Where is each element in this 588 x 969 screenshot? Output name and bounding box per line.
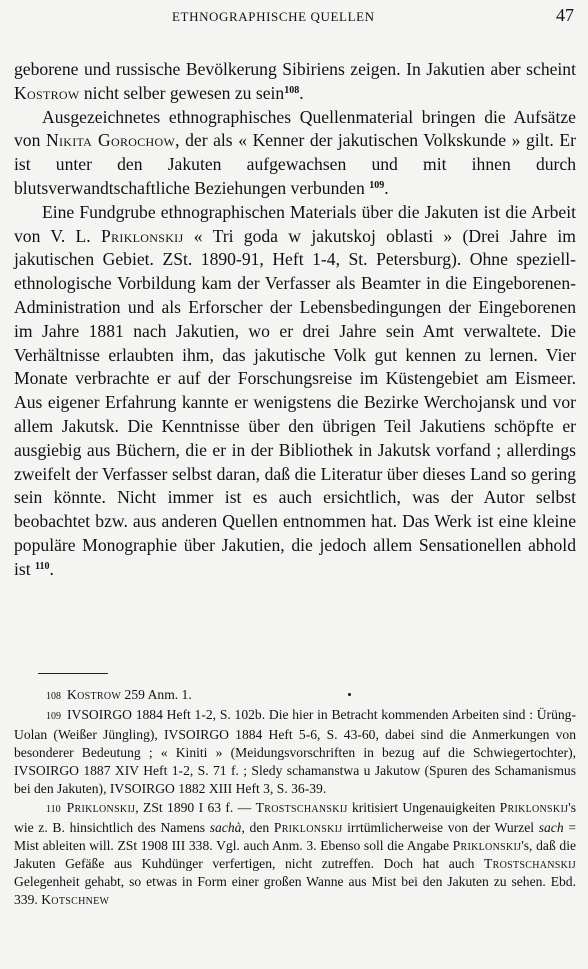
footnote-108 xyxy=(14,686,576,706)
text-run: 's wie z. B. hinsichtlich des Namens xyxy=(14,799,577,835)
footnote-number: 108 xyxy=(46,691,61,702)
paragraph xyxy=(14,201,576,582)
text-run: = Mist ableiten will. ZSt 1908 III 338. Vgl. auch Anm. 3. Ebenso soll die Angabe xyxy=(14,819,576,853)
text-run: « Tri goda w jakutskoj oblasti » (Drei Jahre im jakutischen Gebiet. ZSt. 1890-91, Heft 1-4, St. Petersburg). Ohne speziell-ethnologische Vorbildung kam der Verfasser als Beamter in die Eingeborenen-Administration und als Erforscher der Lebensbedingungen der Eingeborenen im Jahre 1881 nach Jakutien, wo er drei Jahre sein Amt verwaltete. Die Verhältnisse erlaubten ihm, das jakutische Volk gut kennen zu lernen. Vier Monate verbrachte er auf der Forschungsreise im Küstengebiet am Eismeer. Aus eigener Erfahrung kannte er wenigstens die Bezirke Werchojansk und vor allem Jakutsk. Die Kenntnisse über den übrigen Teil Jakutiens schöpfte er ausgiebig aus Büchern, die er in der Bibliothek in Jakutsk vorfand ; allerdings zweifelt der Verfasser selbst daran, daß die Literatur über dieses Land so gering sein könnte. Nicht immer ist es auch ersichtlich, was der Autor selbst beobachtet bzw. aus anderen Quellen entnommen hat. Das Werk ist eine kleine populäre Monographie über Jakutien, die jedoch allem Sensationellen abhold ist xyxy=(14,225,576,579)
author-name: Trostschanskij xyxy=(255,799,348,815)
author-name: Trostschanskij xyxy=(484,855,576,871)
text-run: . xyxy=(384,177,389,198)
text-run: geborene und russische Bevölkerung Sibiriens zeigen. In Jakutien aber scheint xyxy=(14,59,576,79)
text-run: IVSOIRGO 1884 Heft 1-2, S. 102b. Die hier in Betracht kommenden Arbeiten sind : Ürüng-Uolan (Weißer Jüngling), IVSOIRGO 1884 Heft 5-6, S. 43-60, dabei sind die Anmerkungen von besonderer Bedeutung ; « Kiniti » (Meidungsvorschriften in bezug auf die Schwiegertochter), IVSOIRGO 1887 XIV Heft 1-2, S. 71 f. ; Sledy schamanstwa u Jakutow (Spuren des Schamanismus bei den Jakuten), IVSOIRGO 1882 XIII Heft 3, S. 36-39. xyxy=(14,707,576,797)
footnote-ref: 109 xyxy=(369,179,385,191)
text-run: , den xyxy=(241,819,274,835)
main-text xyxy=(14,58,576,582)
author-name: Nikita Gorochow xyxy=(45,130,176,151)
text-run: , ZSt 1890 I 63 f. — xyxy=(135,799,256,815)
text-run: Eine Fundgrube ethnographischen Materials über die Jakuten ist die Arbeit von V. L. xyxy=(14,201,576,246)
paragraph xyxy=(14,58,576,106)
author-name: Kostrow xyxy=(67,687,122,702)
text-run: irrtümlicherweise von der Wurzel xyxy=(342,819,539,835)
running-head: ETHNOGRAPHISCHE QUELLEN xyxy=(172,9,375,24)
text-run: kritisiert Ungenauigkeiten xyxy=(347,799,500,815)
footnote-ref: 110 xyxy=(35,560,50,572)
text-run: Gelegenheit gehabt, so etwas in Form einer großen Wanne aus Mist bei den Jakuten zu sehen. Ebd. 339. xyxy=(14,873,576,908)
paragraph xyxy=(14,106,576,201)
author-name: Kostrow xyxy=(14,82,80,103)
author-name: Kotschnew xyxy=(41,892,110,908)
footnote-109 xyxy=(14,706,576,798)
text-run: Ausgezeichnetes ethnographisches Quellenmaterial bringen die Aufsätze von xyxy=(14,106,576,151)
author-name: Priklonskij xyxy=(273,819,343,835)
text-run: . xyxy=(299,82,304,103)
footnote-number: 109 xyxy=(46,711,61,723)
text-run: , der als « Kenner der jakutischen Volkskunde » gilt. Er ist unter den Jakuten aufgewachsen und mit ihnen durch blutsverwandtschaftliche Beziehungen verbunden xyxy=(14,130,576,198)
footnote-divider xyxy=(38,673,108,674)
page-number: 47 xyxy=(556,5,574,25)
author-name: Priklonskij xyxy=(101,225,184,246)
text-run: 's, daß die Jakuten Gefäße aus Kuhdünger verfertigen, nicht zutreffen. Doch hat auch xyxy=(14,837,577,871)
footnote-ref: 108 xyxy=(284,84,300,96)
text-run: 259 Anm. 1. xyxy=(121,687,192,702)
page-header xyxy=(0,3,588,29)
author-name: Priklonskij xyxy=(452,837,522,853)
italic-term: sachà xyxy=(209,819,242,835)
author-name: Priklonskij xyxy=(499,799,569,815)
footnote-number: 110 xyxy=(46,803,61,815)
text-run: nicht selber gewesen zu sein xyxy=(79,82,285,103)
italic-term: sach xyxy=(538,819,564,835)
footnotes xyxy=(14,686,576,909)
author-name: Priklonskij xyxy=(66,799,136,815)
footnote-110 xyxy=(14,799,576,910)
text-run: . xyxy=(49,558,54,579)
